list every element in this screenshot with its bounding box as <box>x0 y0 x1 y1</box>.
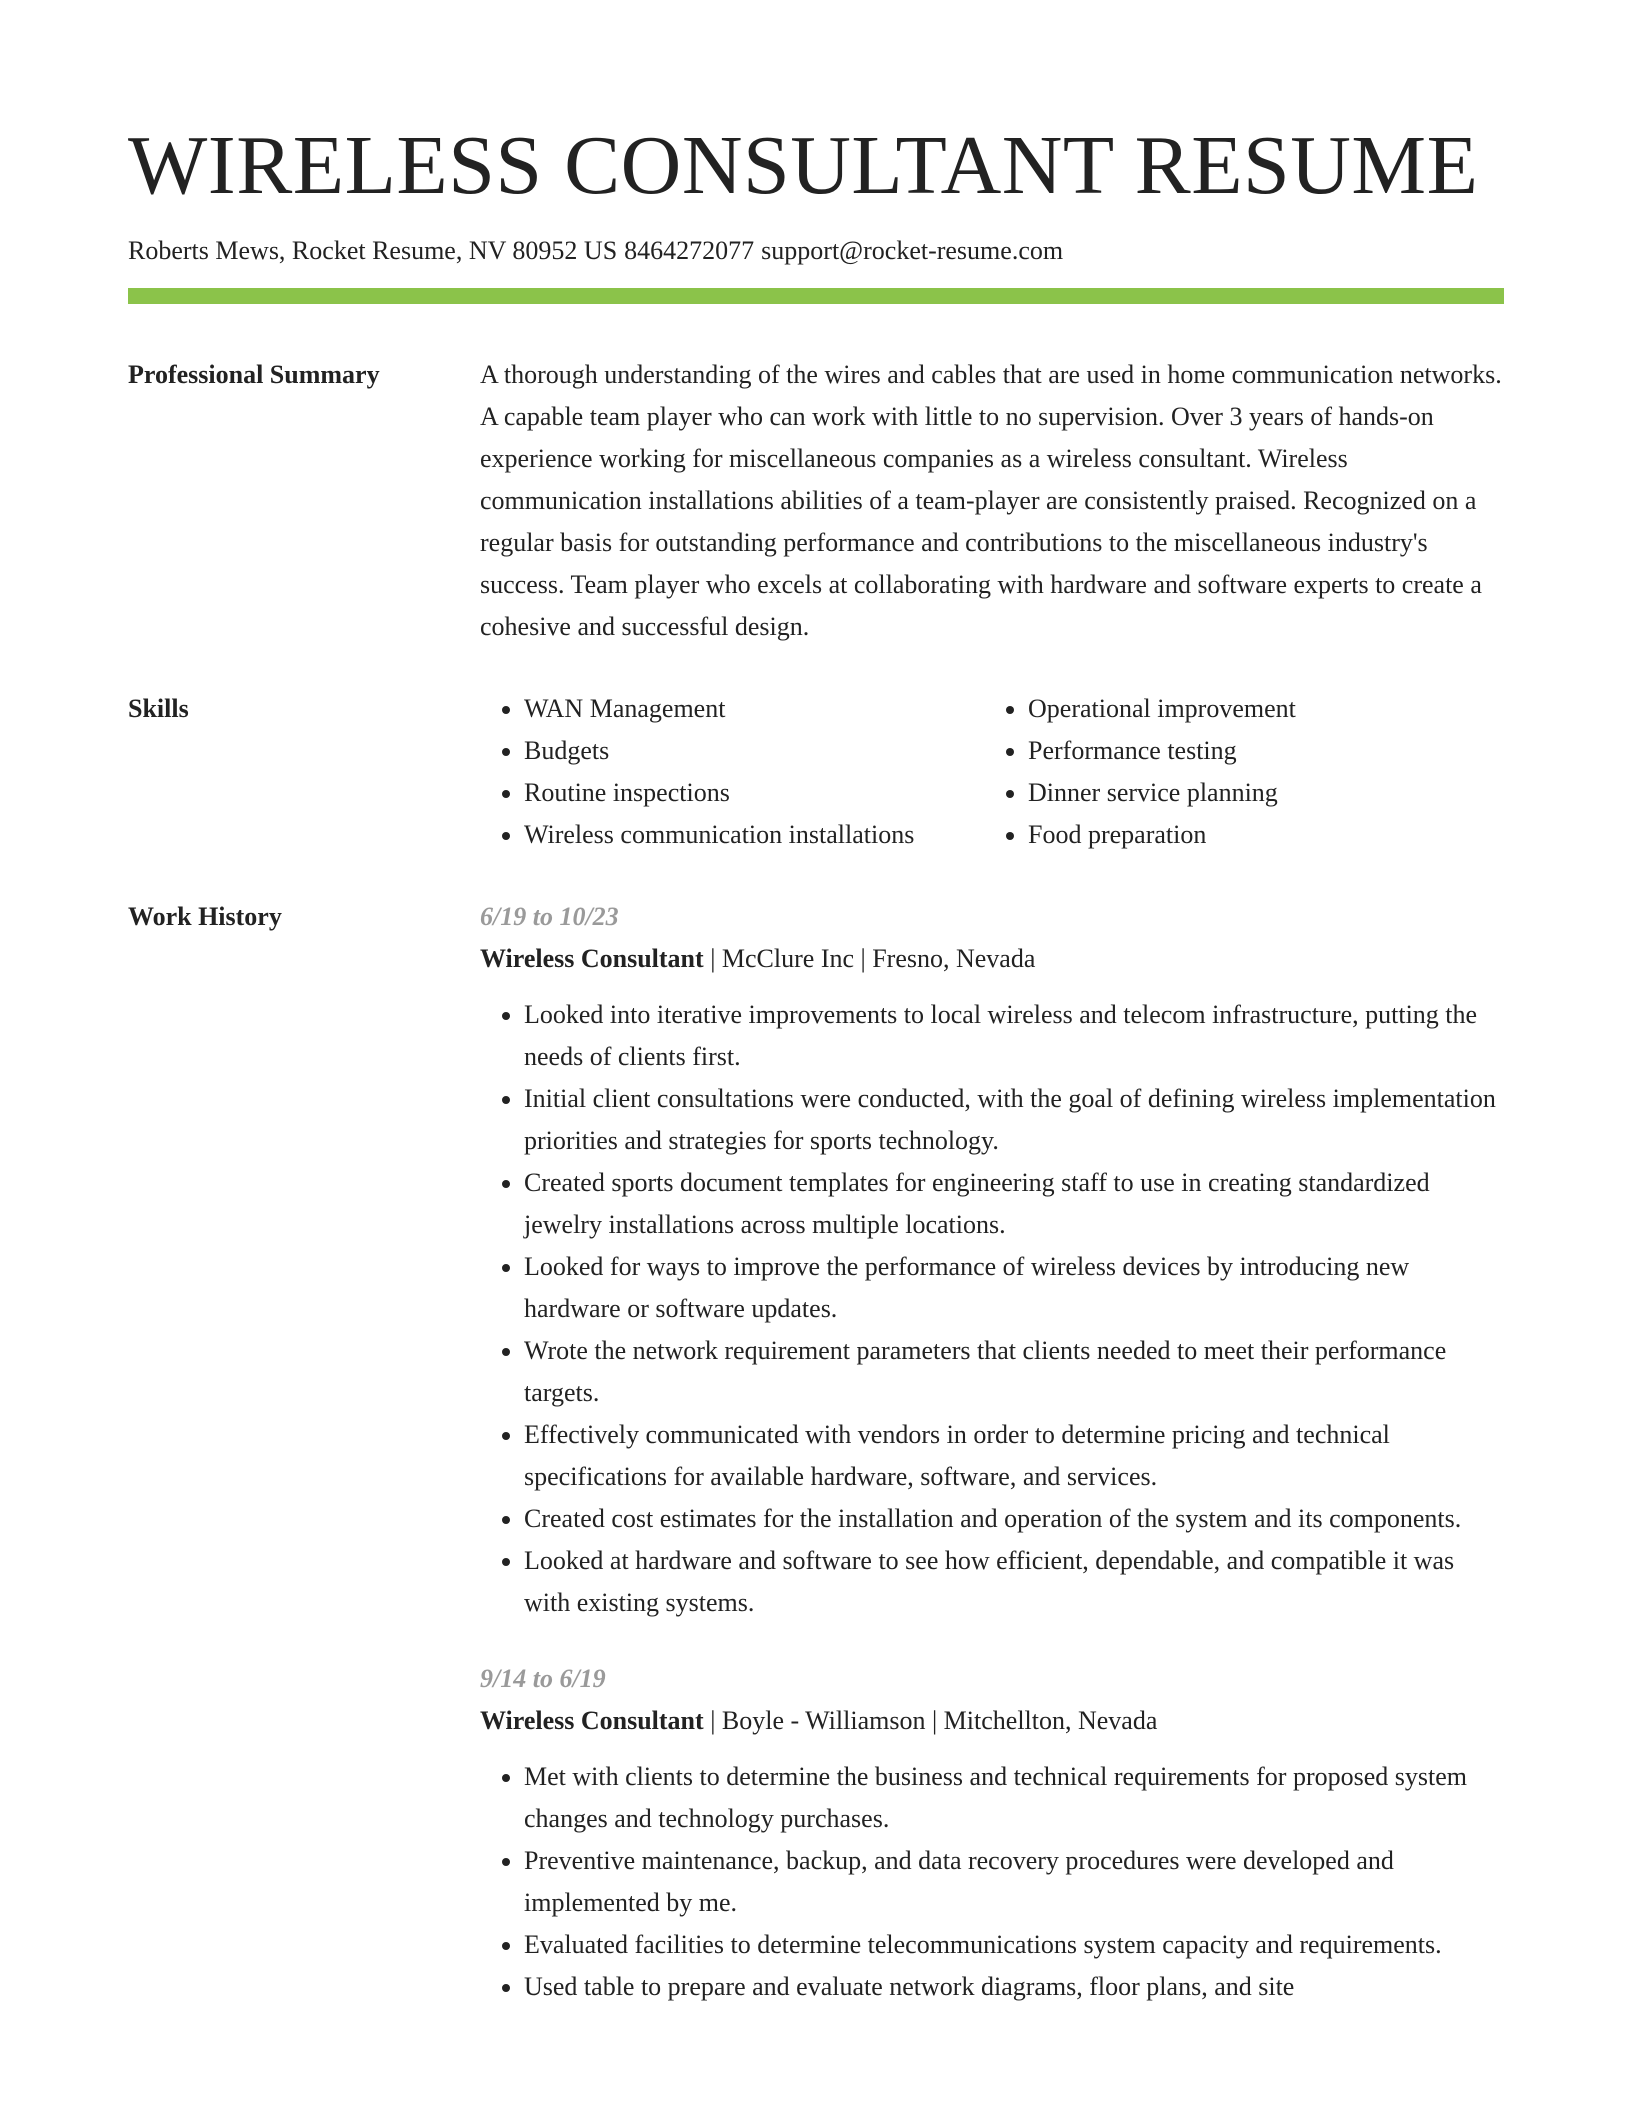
accent-divider <box>128 288 1504 304</box>
job-bullet: • Created cost estimates for the installation and operation of the system and its components. <box>524 1498 1504 1540</box>
contact-address: Roberts Mews, Rocket Resume, NV 80952 US <box>128 236 618 266</box>
job-title: Wireless Consultant <box>480 944 704 974</box>
job-dates: 9/14 to 6/19 <box>480 1664 606 1694</box>
skills-heading: Skills <box>128 694 189 724</box>
job-bullet: • Initial client consultations were conducted, with the goal of defining wireless implementation priorities and strategies for sports technology. <box>524 1078 1504 1162</box>
job-bullet: • Preventive maintenance, backup, and data recovery procedures were developed and implemented by me. <box>524 1840 1504 1924</box>
skills-section <box>128 688 1504 856</box>
skill-item: • WAN Management <box>524 688 984 730</box>
skill-item: • Performance testing <box>1028 730 1296 772</box>
resume-page <box>128 120 1504 2008</box>
job-bullet: • Wrote the network requirement parameters that clients needed to meet their performance targets. <box>524 1330 1504 1414</box>
job-employer: | McClure Inc | Fresno, Nevada <box>703 944 1036 974</box>
job-bullet: • Looked into iterative improvements to local wireless and telecom infrastructure, putting the needs of clients first. <box>524 994 1504 1078</box>
skill-item: • Food preparation <box>1028 814 1296 856</box>
skill-item: • Operational improvement <box>1028 688 1296 730</box>
resume-title: WIRELESS CONSULTANT RESUME <box>128 119 1479 212</box>
job-bullet: • Effectively communicated with vendors in order to determine pricing and technical specifications for available hardware, software, and services. <box>524 1414 1504 1498</box>
summary-section <box>128 354 1504 648</box>
summary-text: A thorough understanding of the wires and cables that are used in home communication networks. A capable team player who can work with little to no supervision. Over 3 years of hands-on experience working for miscellaneous companies as a wireless consultant. Wireless communication installations abilities of a team-player are consistently praised. Recognized on a regular basis for outstanding performance and contributions to the miscellaneous industry's success. Team player who excels at collaborating with hardware and software experts to create a cohesive and successful design. <box>480 360 1502 642</box>
job-heading <box>480 938 1504 980</box>
work-history-section <box>128 896 1504 2008</box>
summary-heading: Professional Summary <box>128 360 380 390</box>
skill-item: • Wireless communication installations <box>524 814 984 856</box>
contact-email: support@rocket-resume.com <box>761 236 1064 266</box>
job-entry <box>480 896 1504 1624</box>
job-bullet: • Evaluated facilities to determine telecommunications system capacity and requirements. <box>524 1924 1504 1966</box>
job-bullet: • Looked at hardware and software to see how efficient, dependable, and compatible it was with existing systems. <box>524 1540 1504 1624</box>
job-employer: | Boyle - Williamson | Mitchellton, Nevada <box>703 1706 1158 1736</box>
job-entry <box>480 1658 1504 2008</box>
job-dates: 6/19 to 10/23 <box>480 902 619 932</box>
skill-item: • Dinner service planning <box>1028 772 1296 814</box>
job-bullet: • Used table to prepare and evaluate network diagrams, floor plans, and site <box>524 1966 1504 2008</box>
job-bullet-list <box>480 1756 1504 2008</box>
job-heading <box>480 1700 1504 1742</box>
work-history-heading: Work History <box>128 902 282 932</box>
skills-list-right <box>984 688 1296 856</box>
skill-item: • Routine inspections <box>524 772 984 814</box>
job-bullet-list <box>480 994 1504 1624</box>
job-bullet: • Created sports document templates for engineering staff to use in creating standardized jewelry installations across multiple locations. <box>524 1162 1504 1246</box>
job-title: Wireless Consultant <box>480 1706 704 1736</box>
job-bullet: • Looked for ways to improve the performance of wireless devices by introducing new hardware or software updates. <box>524 1246 1504 1330</box>
skill-item: • Budgets <box>524 730 984 772</box>
job-bullet: • Met with clients to determine the business and technical requirements for proposed system changes and technology purchases. <box>524 1756 1504 1840</box>
contact-line <box>128 234 1504 268</box>
contact-phone: 8464272077 <box>624 236 755 266</box>
skills-list-left <box>480 688 984 856</box>
